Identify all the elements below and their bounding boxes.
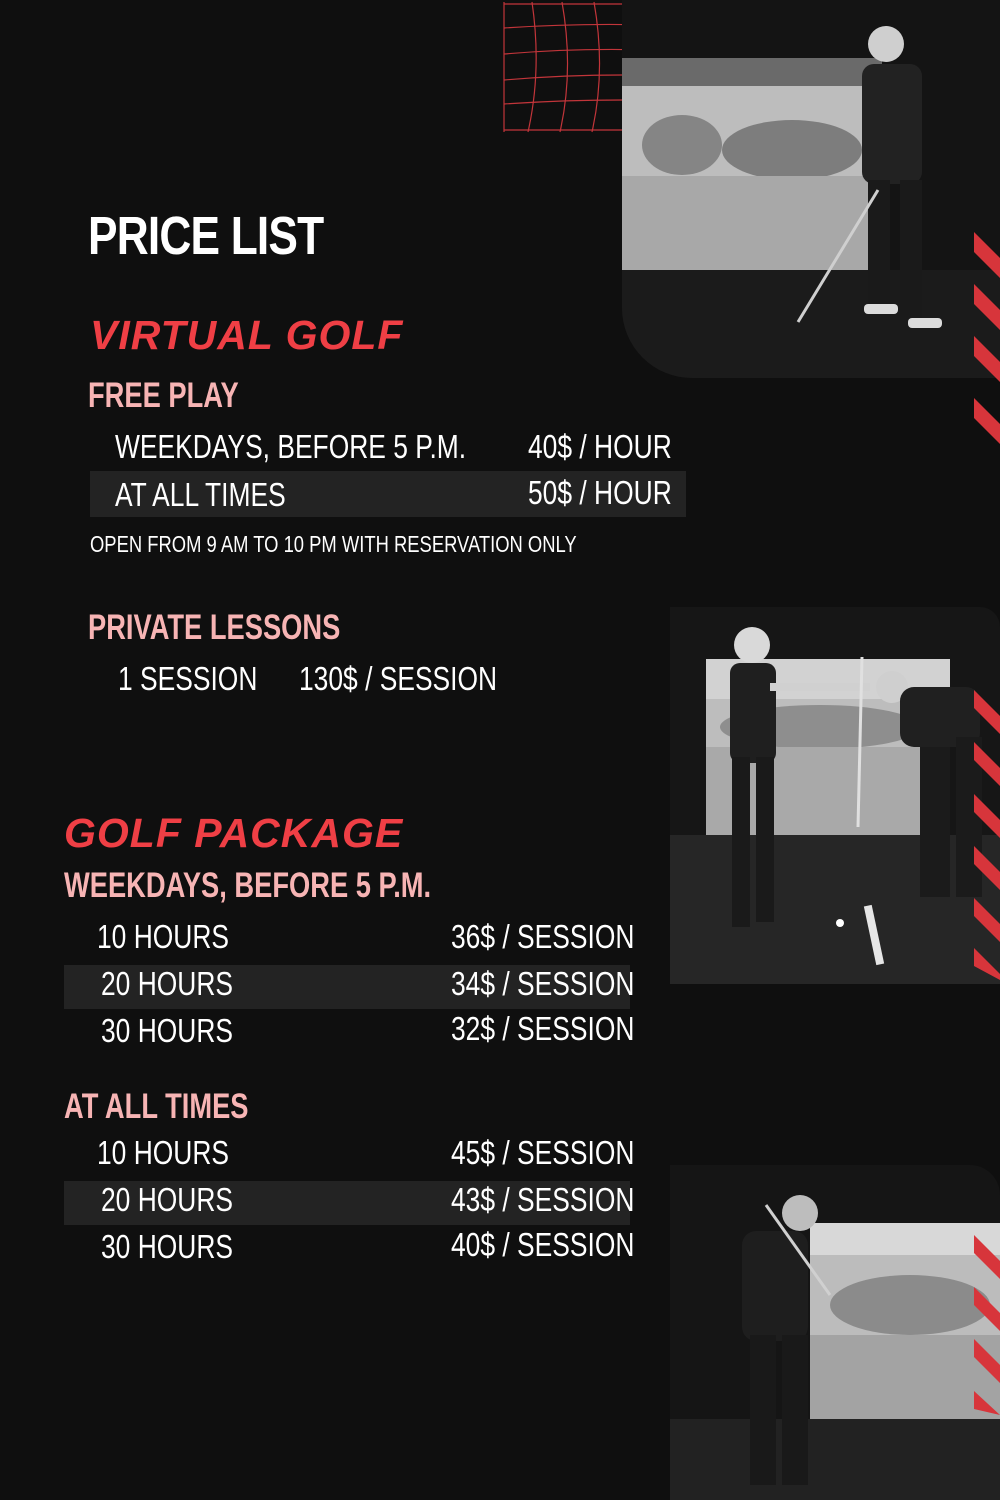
lesson-row-price: 130$ / SESSION bbox=[299, 660, 498, 697]
package-row-price: 32$ / SESSION bbox=[451, 1010, 635, 1047]
package-row-price: 34$ / SESSION bbox=[451, 965, 635, 1002]
package-row-price: 36$ / SESSION bbox=[451, 918, 635, 955]
package-row-label: 30 HOURS bbox=[101, 1228, 234, 1265]
package-row-price: 40$ / SESSION bbox=[451, 1226, 635, 1263]
free-play-row-label: WEEKDAYS, BEFORE 5 P.M. bbox=[115, 428, 467, 465]
stripes-decoration bbox=[974, 232, 1000, 444]
subheading-free-play: FREE PLAY bbox=[88, 376, 239, 415]
free-play-row-label: AT ALL TIMES bbox=[115, 476, 286, 513]
package-row-label: 20 HOURS bbox=[101, 965, 234, 1002]
subheading-weekdays: WEEKDAYS, BEFORE 5 P.M. bbox=[64, 866, 432, 905]
stripes-decoration-mid bbox=[974, 690, 1000, 980]
photo-golfer-swing bbox=[670, 1165, 1000, 1500]
section-heading-golf-package: GOLF PACKAGE bbox=[64, 810, 404, 856]
package-row-label: 10 HOURS bbox=[97, 1134, 230, 1171]
stripes-decoration-bottom bbox=[974, 1235, 1000, 1415]
photo-golfer-simulator bbox=[622, 0, 1000, 378]
section-heading-virtual-golf: VIRTUAL GOLF bbox=[90, 312, 404, 358]
subheading-all-times: AT ALL TIMES bbox=[64, 1087, 249, 1126]
lesson-row-label: 1 SESSION bbox=[118, 660, 258, 697]
subheading-private-lessons: PRIVATE LESSONS bbox=[88, 608, 341, 647]
free-play-row-price: 40$ / HOUR bbox=[528, 428, 672, 465]
opening-hours-note: OPEN FROM 9 AM TO 10 PM WITH RESERVATION ONLY bbox=[90, 531, 577, 557]
package-row-label: 30 HOURS bbox=[101, 1012, 234, 1049]
package-row-label: 20 HOURS bbox=[101, 1181, 234, 1218]
page-title: PRICE LIST bbox=[88, 206, 324, 266]
package-row-price: 43$ / SESSION bbox=[451, 1181, 635, 1218]
package-row-label: 10 HOURS bbox=[97, 918, 230, 955]
free-play-row-price: 50$ / HOUR bbox=[528, 474, 672, 511]
package-row-price: 45$ / SESSION bbox=[451, 1134, 635, 1171]
photo-private-lesson bbox=[670, 607, 1000, 984]
